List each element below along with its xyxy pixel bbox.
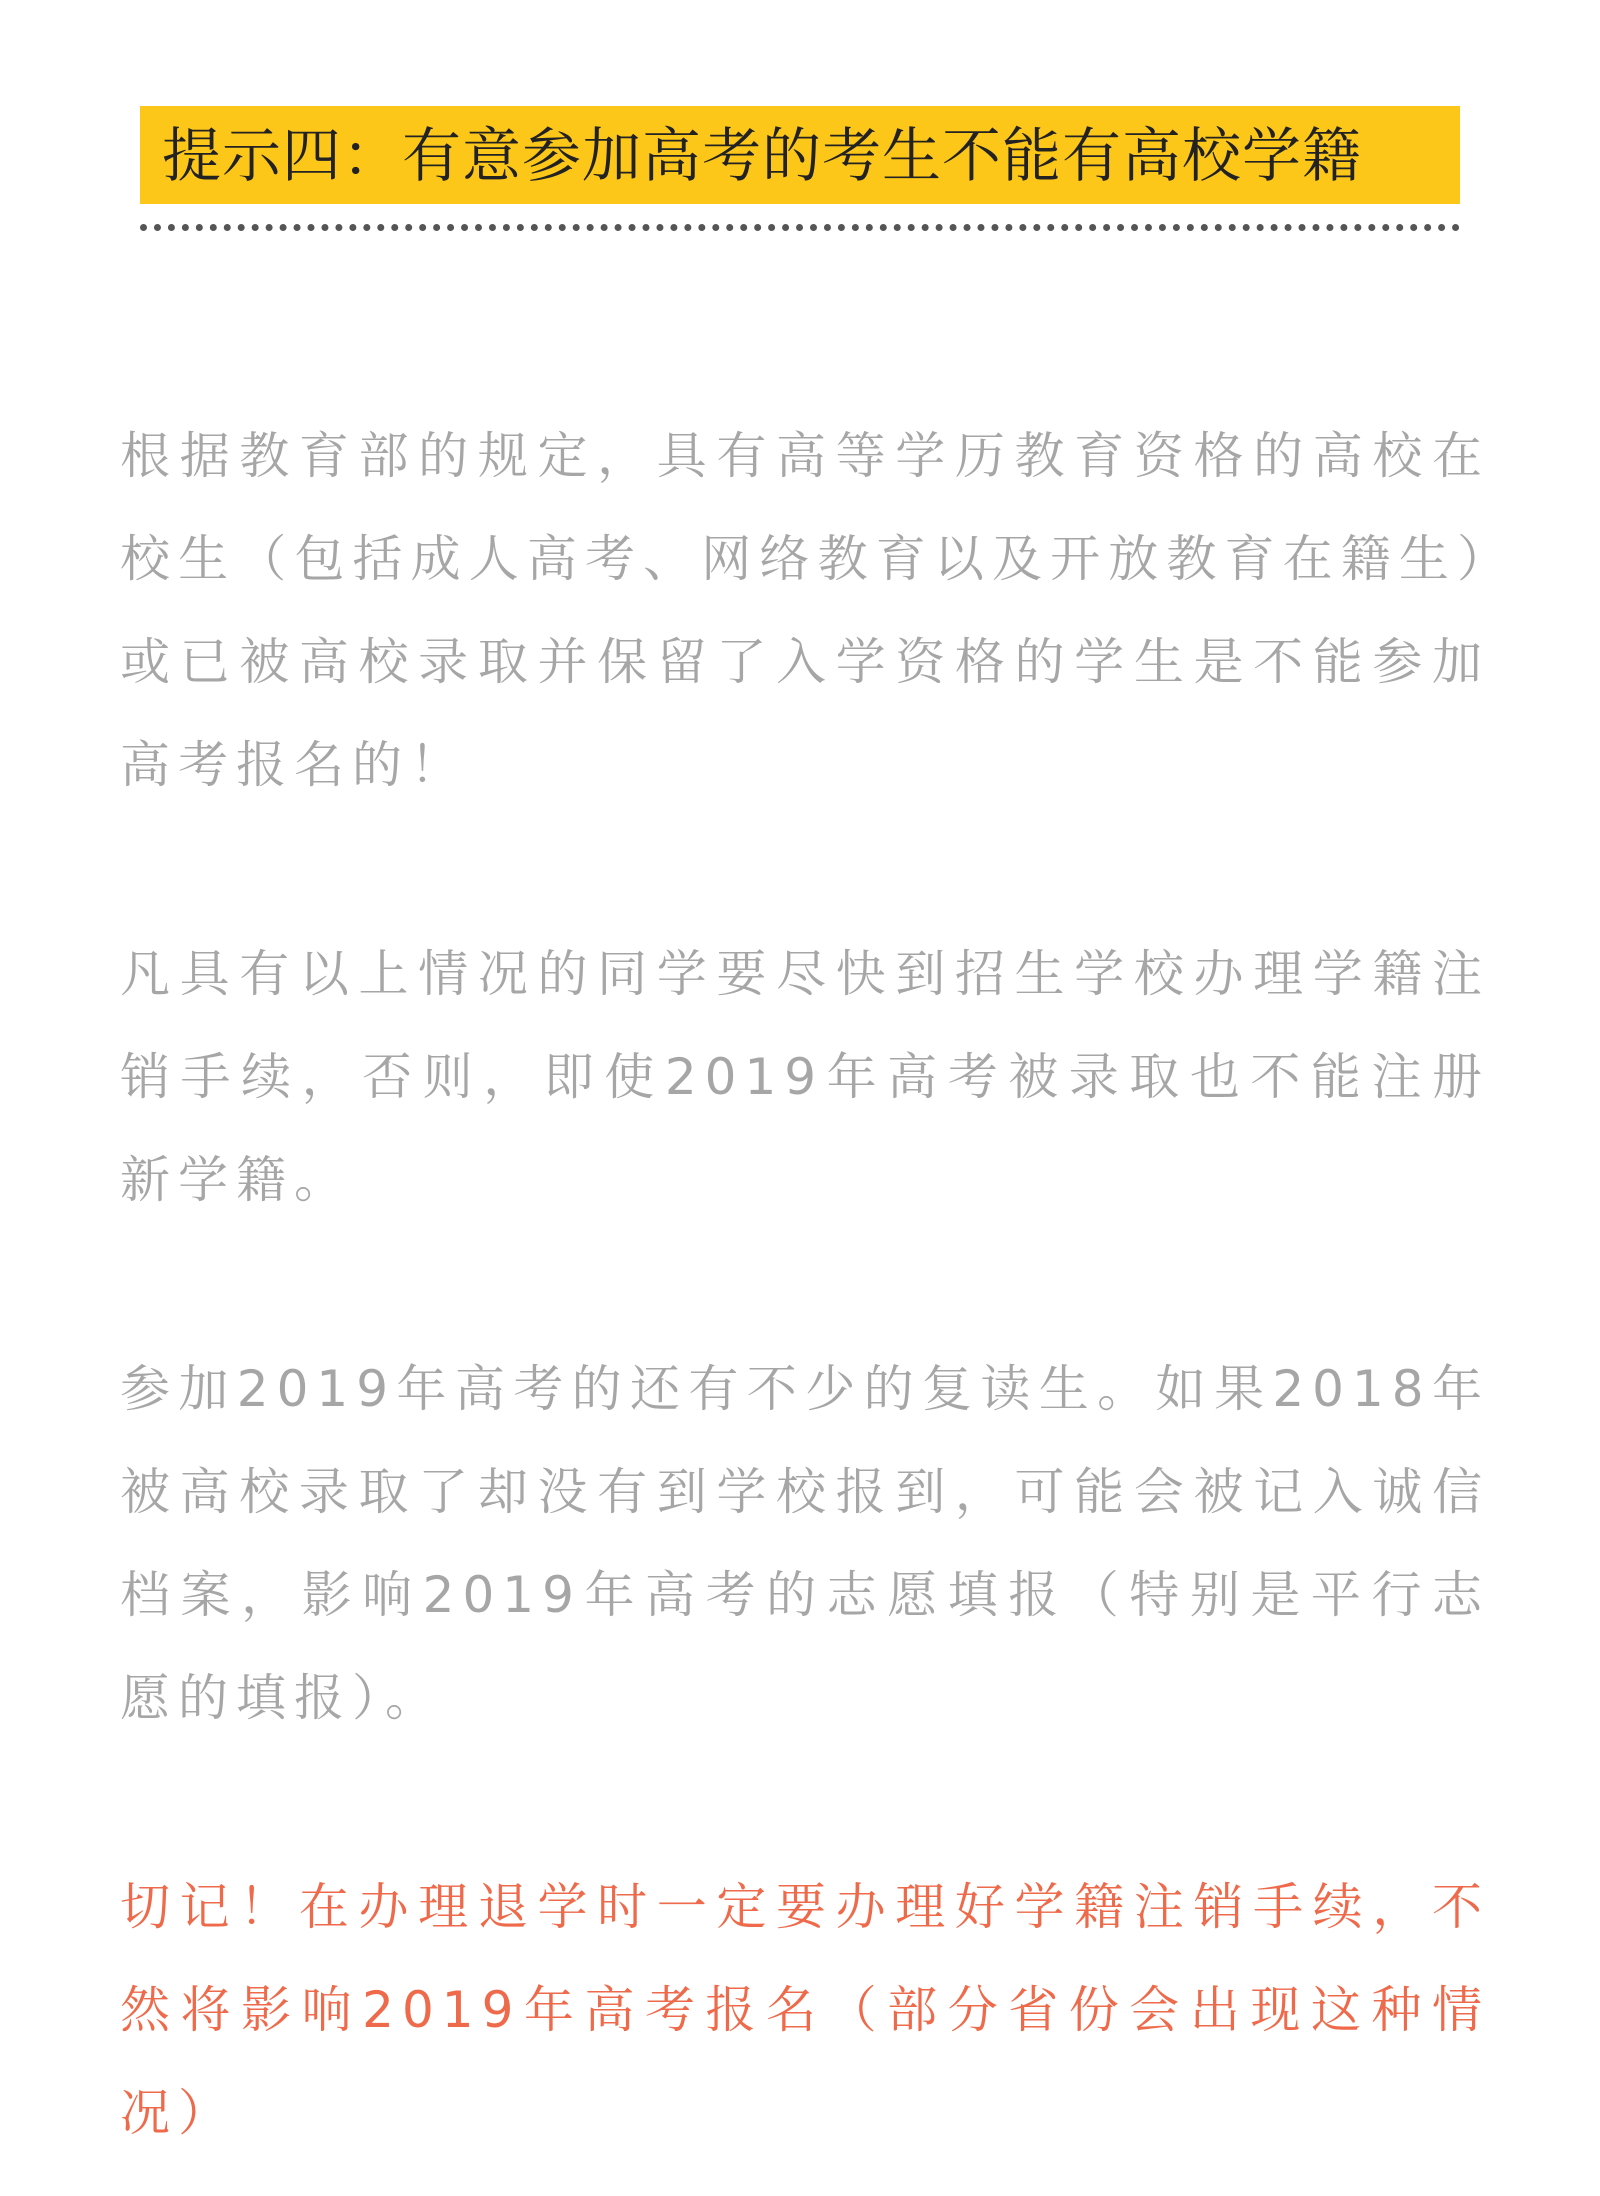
section-heading xyxy=(140,106,1460,231)
article-body xyxy=(120,405,1490,2165)
dotted-divider xyxy=(140,224,1460,231)
paragraph-warning: 切记！在办理退学时一定要办理好学籍注销手续，不然将影响2019年高考报名（部分省份会出现这种情况） xyxy=(120,1878,1490,2142)
paragraph-registration-rule: 根据教育部的规定，具有高等学历教育资格的高校在校生（包括成人高考、网络教育以及开放教育在籍生）或已被高校录取并保留了入学资格的学生是不能参加高考报名的！ xyxy=(120,427,1490,794)
heading-title: 提示四：有意参加高考的考生不能有高校学籍 xyxy=(162,120,1363,190)
paragraph-repeat-students: 参加2019年高考的还有不少的复读生。如果2018年被高校录取了却没有到学校报到，可能会被记入诚信档案，影响2019年高考的志愿填报（特别是平行志愿的填报）。 xyxy=(120,1360,1490,1727)
heading-highlight-bar xyxy=(140,106,1460,204)
paragraph-cancel-enrollment: 凡具有以上情况的同学要尽快到招生学校办理学籍注销手续，否则，即使2019年高考被录取也不能注册新学籍。 xyxy=(120,945,1490,1209)
